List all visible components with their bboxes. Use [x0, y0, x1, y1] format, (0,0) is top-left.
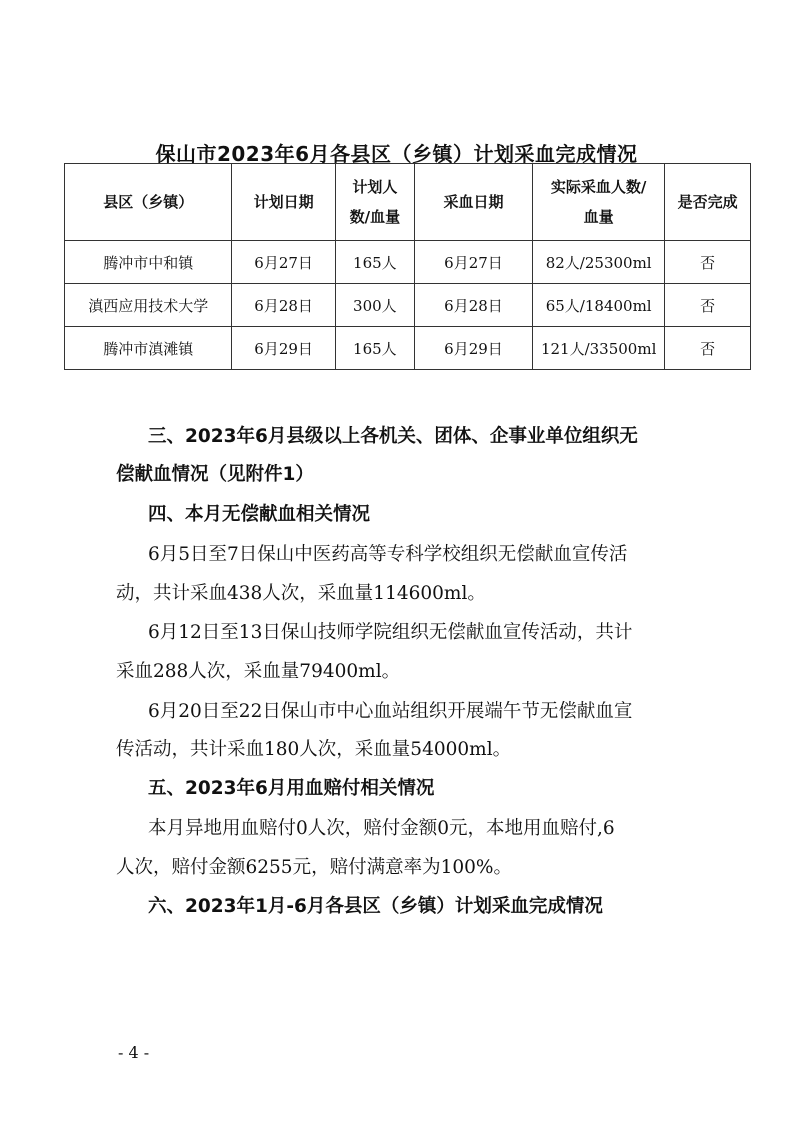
table-row — [65, 241, 751, 284]
page-number: - 4 - — [118, 1043, 150, 1062]
cell-completed: 否 — [665, 327, 751, 370]
section-5-paragraph-line1: 本月异地用血赔付0人次，赔付金额0元，本地用血赔付,6 — [148, 818, 615, 839]
section-6-heading: 六、2023年1月-6月各县区（乡镇）计划采血完成情况 — [148, 896, 603, 917]
section-4-paragraph-1-line1: 6月5日至7日保山中医药高等专科学校组织无偿献血宣传活 — [148, 544, 628, 565]
cell-plan-date: 6月27日 — [232, 241, 335, 284]
section-3-heading-line1: 三、2023年6月县级以上各机关、团体、企事业单位组织无 — [148, 426, 638, 447]
section-4-paragraph-3-line2: 传活动，共计采血180人次，采血量54000ml。 — [116, 739, 512, 760]
cell-county: 腾冲市中和镇 — [65, 241, 232, 284]
header-plan-count-line2: 数/血量 — [349, 208, 401, 226]
header-actual-line1: 实际采血人数/ — [550, 178, 647, 196]
cell-plan-count: 300人 — [335, 284, 414, 327]
cell-county: 滇西应用技术大学 — [65, 284, 232, 327]
section-4-paragraph-1-line2: 动，共计采血438人次，采血量114600ml。 — [116, 583, 486, 604]
cell-county: 腾冲市滇滩镇 — [65, 327, 232, 370]
header-county: 县区（乡镇） — [65, 164, 232, 241]
cell-actual: 82人/25300ml — [533, 241, 665, 284]
cell-collect-date: 6月27日 — [414, 241, 532, 284]
cell-completed: 否 — [665, 241, 751, 284]
header-completed: 是否完成 — [665, 164, 751, 241]
header-actual-line2: 血量 — [583, 208, 614, 226]
section-4-paragraph-2-line2: 采血288人次，采血量79400ml。 — [116, 661, 401, 682]
cell-collect-date: 6月29日 — [414, 327, 532, 370]
cell-plan-date: 6月29日 — [232, 327, 335, 370]
table-row — [65, 327, 751, 370]
cell-completed: 否 — [665, 284, 751, 327]
cell-actual: 65人/18400ml — [533, 284, 665, 327]
section-4-paragraph-2-line1: 6月12日至13日保山技师学院组织无偿献血宣传活动，共计 — [148, 622, 633, 643]
cell-actual: 121人/33500ml — [533, 327, 665, 370]
cell-plan-count: 165人 — [335, 241, 414, 284]
cell-plan-date: 6月28日 — [232, 284, 335, 327]
table-header-row — [65, 164, 751, 241]
header-plan-count-line1: 计划人 — [352, 178, 398, 196]
section-5-paragraph-line2: 人次，赔付金额6255元，赔付满意率为100%。 — [116, 857, 512, 878]
header-plan-date: 计划日期 — [232, 164, 335, 241]
section-3-heading-line2: 偿献血情况（见附件1） — [116, 464, 314, 485]
cell-collect-date: 6月28日 — [414, 284, 532, 327]
collection-plan-table — [64, 163, 751, 370]
section-4-paragraph-3-line1: 6月20日至22日保山市中心血站组织开展端午节无偿献血宣 — [148, 701, 633, 722]
table-title: 保山市2023年6月各县区（乡镇）计划采血完成情况 — [155, 142, 638, 166]
header-plan-count — [335, 164, 414, 241]
header-actual — [533, 164, 665, 241]
section-5-heading: 五、2023年6月用血赔付相关情况 — [148, 778, 435, 799]
cell-plan-count: 165人 — [335, 327, 414, 370]
header-collect-date: 采血日期 — [414, 164, 532, 241]
table-row — [65, 284, 751, 327]
section-4-heading: 四、本月无偿献血相关情况 — [148, 504, 371, 525]
